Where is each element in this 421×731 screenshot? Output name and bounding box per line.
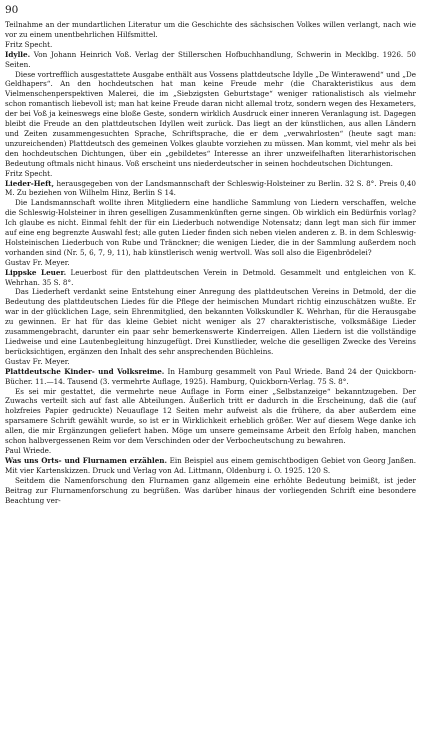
review-title: Plattdeutsche Kinder- und Volksreime. bbox=[5, 366, 165, 376]
review-paragraph: Es sei mir gestattet, die vermehrte neue Auflage in Form einer „Selbstanzeige“ bekanntzugeben. Der Zuwachs verteilt sich auf fast alle Abteilungen. Äußerlich tritt er dadurch in die Erscheinung, daß die (auf holzfreies Papier gedruckte) Neuauflage 12 Seiten mehr aufweist als die frühere, da aber außerdem eine sparsamere Schrift gewählt wurde, so ist er in Wirklichkeit erheblich größer. Wer auf diesem Wege danke ich allen, die mir Ergänzungen geliefert haben. Möge um unsere gemeinsame Arbeit den Erfolg haben, manchen schon halbvergessenen Reim vor dem Verschinden oder der Verbocheutschung zu bewahren. bbox=[5, 386, 416, 446]
review-title: Was uns Orts- und Flurnamen erzählen. bbox=[5, 455, 168, 465]
review-heading bbox=[5, 50, 416, 70]
review-bibliographic-info: Leuerbost für den plattdeutschen Verein in Detmold. Gesammelt und entgleichen von K. Wehrhan. 35 S. 8°. bbox=[5, 267, 416, 287]
review-entry-4 bbox=[5, 268, 416, 367]
review-heading bbox=[5, 456, 416, 476]
review-entry-3 bbox=[5, 179, 416, 268]
review-heading bbox=[5, 179, 416, 199]
review-signature: Paul Wriede. bbox=[5, 445, 52, 455]
review-paragraph: Teilnahme an der mundartlichen Literatur um die Geschichte des sächsischen Volkes willen verlangt, nach wie vor zu einem unentbehrlichen Hilfsmittel. bbox=[5, 20, 416, 39]
review-paragraph: Das Liederheft verdankt seine Entstehung einer Anregung des plattdeutschen Vereins in Detmold, der die Bedeutung des plattdeutschen Liedes für die Pflege der heimischen Mundart richtig einzuschätzen wußte. Er war in der glücklichen Lage, sein Ehrenmitglied, den bekannten Volkskundler K. Wehrhan, für die Herausgabe zu gewinnen. Er hat für das kleine Gebiet nicht weniger als 27 charakteristische, volksmäßige Lieder zusammengebracht, darunter ein paar sehr bemerkenswerte Kinderreigen. Allen Liedern ist die vollständige Liedweise und eine Lautenbegleitung hinzugefügt. Drei Kunstlieder, welche die geselligen Zwecke des Vereins berücksichtigen, ergänzen den Inhalt des sehr ansprechenden Büchleins. bbox=[5, 287, 416, 356]
review-bibliographic-info: herausgegeben von der Landsmannschaft der Schleswig-Holsteiner zu Berlin. 32 S. 8°. Preis 0,40 M. Zu beziehen von Wilhelm Hinz, Berlin S 14. bbox=[5, 178, 416, 198]
review-entry-1 bbox=[5, 20, 416, 50]
page-number: 90 bbox=[5, 4, 19, 16]
review-title: Lieder-Heft, bbox=[5, 178, 55, 188]
review-bibliographic-info: Von Johann Heinrich Voß. Verlag der Stillerschen Hofbuchhandlung, Schwerin in Mecklbg. 1926. 50 Seiten. bbox=[5, 49, 416, 69]
review-entry-2 bbox=[5, 50, 416, 179]
review-signature: Fritz Specht. bbox=[5, 39, 53, 49]
review-entry-6 bbox=[5, 456, 416, 506]
review-title: Idylle. bbox=[5, 49, 31, 59]
review-entry-5 bbox=[5, 367, 416, 456]
review-bibliographic-info: In Hamburg gesammelt von Paul Wriede. Band 24 der Quickborn-Bücher. 11.—14. Tausend (3. vermehrte Auflage, 1925). Hamburg, Quickborn-Verlag. 75 S. 8°. bbox=[5, 366, 417, 386]
review-signature: Fritz Specht. bbox=[5, 168, 53, 178]
review-paragraph: Die Landsmannschaft wollte ihren Mitgliedern eine handliche Sammlung von Liedern verschaffen, welche die Schleswig-Holsteiner in ihren geselligen Zusammenkünften gerne singen. Ob wirklich ein Bedürfnis vorlag? Ich glaube es nicht. Einmal fehlt der für ein Liederbuch notwendige Notensatz; dann legt man sich für immer auf eine eng begrenzte Auswahl fest; alle guten Lieder finden sich neben vielen anderen z. B. in dem Schleswig-Holsteinischen Liederbuch von Rube und Tränckner; die wenigen Lieder, die in der Sammlung außerdem noch vorhanden sind (Nr. 5, 6, 7, 9, 11), hab künstlerisch wenig wertvoll. Was soll also die Eigenbrödelei? bbox=[5, 198, 416, 257]
review-signature: Gustav Fr. Meyer. bbox=[5, 356, 70, 366]
review-signature: Gustav Fr. Meyer. bbox=[5, 257, 70, 267]
review-bibliographic-info: Ein Beispiel aus einem gemischtbodigen Gebiet von Georg Janßen. Mit vier Kartenskizzen. Druck und Verlag von Ad. Littmann, Oldenburg i. O. 1925. 120 S. bbox=[5, 455, 416, 475]
review-paragraph: Seitdem die Namenforschung den Flurnamen ganz allgemein eine erhöhte Bedeutung beimißt, ist jeder Beitrag zur Flurnamenforschung zu begrüßen. Was darüber hinaus der vorliegenden Schrift eine besondere Beachtung ver- bbox=[5, 475, 416, 505]
review-paragraph: Diese vortrefflich ausgestattete Ausgabe enthält aus Vossens plattdeutsche Idylle „De Winterawend“ und „De Geldhapers“. An den hochdeutschen hat man keine Freude mehr (die Charakteristikus aus dem Vielmenschenperspektiven Malerei, die im „Siebzigsten Geburtstage“ weniger rationalistisch als vielmehr schon romantisch liebevoll ist; man hat keine Freude daran nicht allemal trotz, sondern wegen des Hexameters, der bei Voß ja keineswegs eine bloße Geste, sondern wirklich Ausdruck einer inneren Veranlagung ist. Dagegen bleibt die Freude an den plattdeutschen Idyllen weit zurück. Das liegt an der künstlichen, aus allen Ländern und Zeiten zusammengesuchten Sprache, Schriftsprache, die er dem „verwahrlosten“ (heute sagt man: unzureichenden) Plattdeutsch des gemeinen Volkes glaubte vorziehen zu müssen. Man kommt, viel mehr als bei den hochdeutschen Dichtungen, über ein „gebildetes“ Interesse an ihrer unzweifelhaften literarhistorischen Bedeutung oftmals nicht hinaus. Voß erscheint uns niederdeutscher in seinen hochdeutschen Dichtungen. bbox=[5, 69, 416, 168]
review-heading bbox=[5, 268, 416, 288]
review-heading bbox=[5, 367, 416, 387]
review-title: Lippske Leuer. bbox=[5, 267, 67, 277]
